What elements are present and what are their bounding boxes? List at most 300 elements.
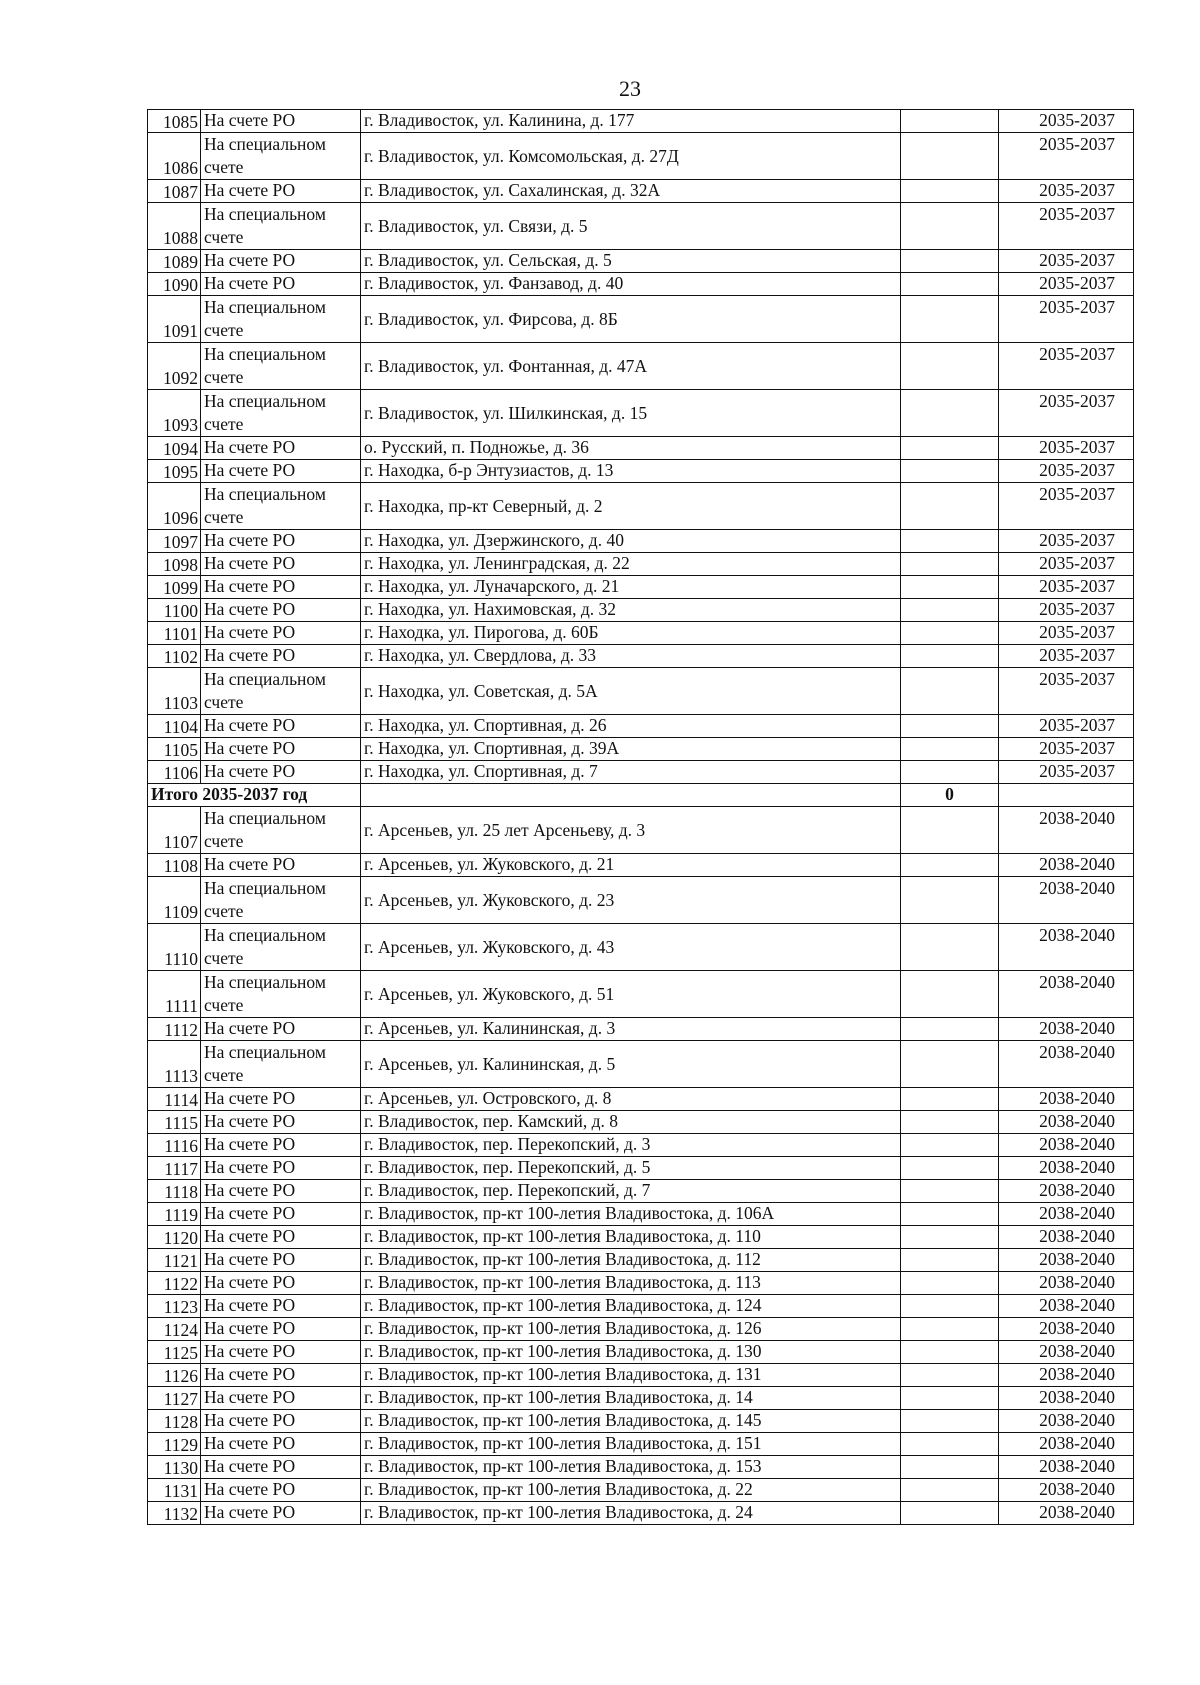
account-status: [201, 1203, 361, 1226]
account-status-line: На счете РО: [204, 1410, 296, 1430]
address: г. Находка, ул. Спортивная, д. 26: [361, 715, 901, 738]
account-status: [201, 668, 361, 715]
period: 2035-2037: [999, 296, 1134, 343]
row-number: 1130: [148, 1456, 201, 1479]
account-status-line: На счете РО: [204, 250, 296, 270]
row-number: 1091: [148, 296, 201, 343]
empty-cell: [901, 1318, 999, 1341]
period: 2038-2040: [999, 1433, 1134, 1456]
period: 2035-2037: [999, 553, 1134, 576]
period: 2038-2040: [999, 1479, 1134, 1502]
period: 2035-2037: [999, 738, 1134, 761]
row-number: 1107: [148, 807, 201, 854]
empty-cell: [901, 1433, 999, 1456]
address: г. Владивосток, пр-кт 100-летия Владивостока, д. 126: [361, 1318, 901, 1341]
account-status-line: На специальном: [204, 134, 326, 154]
address: г. Владивосток, пер. Перекопский, д. 5: [361, 1157, 901, 1180]
account-status: [201, 854, 361, 877]
empty-cell: [361, 784, 901, 807]
address: г. Владивосток, ул. Фонтанная, д. 47А: [361, 343, 901, 390]
empty-cell: [901, 1502, 999, 1525]
table-row: [148, 1318, 1134, 1341]
table-row: [148, 460, 1134, 483]
table-row: [148, 738, 1134, 761]
account-status-line: счете: [204, 901, 244, 921]
account-status-line: На специальном: [204, 925, 326, 945]
period: 2038-2040: [999, 1295, 1134, 1318]
address: г. Владивосток, пр-кт 100-летия Владивостока, д. 153: [361, 1456, 901, 1479]
empty-cell: [901, 854, 999, 877]
period: 2038-2040: [999, 1203, 1134, 1226]
address: г. Владивосток, пр-кт 100-летия Владивостока, д. 24: [361, 1502, 901, 1525]
address: г. Находка, пр-кт Северный, д. 2: [361, 483, 901, 530]
row-number: 1085: [148, 110, 201, 133]
table-row: [148, 343, 1134, 390]
row-number: 1104: [148, 715, 201, 738]
empty-cell: [901, 877, 999, 924]
table-row: [148, 1226, 1134, 1249]
empty-cell: [901, 1295, 999, 1318]
account-status-line: На счете РО: [204, 576, 296, 596]
account-status: [201, 553, 361, 576]
table-row: [148, 530, 1134, 553]
address: г. Владивосток, ул. Комсомольская, д. 27Д: [361, 133, 901, 180]
account-status-line: счете: [204, 367, 244, 387]
empty-cell: [901, 390, 999, 437]
account-status: [201, 576, 361, 599]
row-number: 1123: [148, 1295, 201, 1318]
period: 2038-2040: [999, 1272, 1134, 1295]
account-status-line: На счете РО: [204, 1249, 296, 1269]
account-status-line: На счете РО: [204, 1318, 296, 1338]
row-number: 1126: [148, 1364, 201, 1387]
empty-cell: [901, 437, 999, 460]
address: г. Владивосток, ул. Фирсова, д. 8Б: [361, 296, 901, 343]
address: г. Находка, ул. Ленинградская, д. 22: [361, 553, 901, 576]
address: г. Владивосток, пр-кт 100-летия Владивостока, д. 113: [361, 1272, 901, 1295]
row-number: 1087: [148, 180, 201, 203]
period: 2038-2040: [999, 1041, 1134, 1088]
account-status: [201, 180, 361, 203]
account-status: [201, 1041, 361, 1088]
account-status-line: На специальном: [204, 204, 326, 224]
account-status: [201, 599, 361, 622]
address: о. Русский, п. Подножье, д. 36: [361, 437, 901, 460]
period: 2038-2040: [999, 1088, 1134, 1111]
period: 2038-2040: [999, 807, 1134, 854]
account-status-line: На счете РО: [204, 1456, 296, 1476]
empty-cell: [901, 622, 999, 645]
empty-cell: [901, 807, 999, 854]
table-row: [148, 1111, 1134, 1134]
table-row: [148, 1295, 1134, 1318]
account-status: [201, 645, 361, 668]
period: 2035-2037: [999, 715, 1134, 738]
empty-cell: [901, 296, 999, 343]
row-number: 1110: [148, 924, 201, 971]
table-row: [148, 971, 1134, 1018]
account-status: [201, 483, 361, 530]
address: г. Владивосток, пр-кт 100-летия Владивостока, д. 110: [361, 1226, 901, 1249]
row-number: 1112: [148, 1018, 201, 1041]
address: г. Владивосток, пр-кт 100-летия Владивостока, д. 14: [361, 1387, 901, 1410]
account-status: [201, 343, 361, 390]
table-row: [148, 1364, 1134, 1387]
account-status-line: счете: [204, 227, 244, 247]
account-status-line: На счете РО: [204, 1180, 296, 1200]
empty-cell: [901, 1157, 999, 1180]
address: г. Владивосток, ул. Сельская, д. 5: [361, 250, 901, 273]
account-status: [201, 1111, 361, 1134]
empty-cell: [901, 1479, 999, 1502]
table-row: [148, 761, 1134, 784]
empty-cell: [901, 1364, 999, 1387]
empty-cell: [901, 1180, 999, 1203]
account-status: [201, 273, 361, 296]
account-status-line: На счете РО: [204, 738, 296, 758]
row-number: 1115: [148, 1111, 201, 1134]
page-number: 23: [619, 76, 641, 101]
account-status: [201, 971, 361, 1018]
account-status-line: На счете РО: [204, 715, 296, 735]
address: г. Находка, ул. Пирогова, д. 60Б: [361, 622, 901, 645]
period: 2035-2037: [999, 273, 1134, 296]
period: 2035-2037: [999, 180, 1134, 203]
period: 2035-2037: [999, 668, 1134, 715]
address: г. Арсеньев, ул. Калининская, д. 5: [361, 1041, 901, 1088]
total-value: 0: [901, 784, 999, 807]
account-status: [201, 110, 361, 133]
table-row: [148, 1433, 1134, 1456]
period: 2038-2040: [999, 854, 1134, 877]
account-status-line: На специальном: [204, 297, 326, 317]
address: г. Владивосток, пер. Камский, д. 8: [361, 1111, 901, 1134]
address: г. Владивосток, ул. Фанзавод, д. 40: [361, 273, 901, 296]
address: г. Арсеньев, ул. Островского, д. 8: [361, 1088, 901, 1111]
period: 2038-2040: [999, 1410, 1134, 1433]
address: г. Находка, ул. Нахимовская, д. 32: [361, 599, 901, 622]
account-status: [201, 296, 361, 343]
housing-program-table: [147, 109, 1134, 1525]
table-row: [148, 1479, 1134, 1502]
account-status-line: счете: [204, 320, 244, 340]
row-number: 1102: [148, 645, 201, 668]
account-status: [201, 437, 361, 460]
account-status-line: На счете РО: [204, 1479, 296, 1499]
account-status: [201, 761, 361, 784]
account-status-line: счете: [204, 692, 244, 712]
total-label: Итого 2035-2037 год: [148, 784, 361, 807]
period: 2038-2040: [999, 924, 1134, 971]
row-number: 1114: [148, 1088, 201, 1111]
empty-cell: [901, 530, 999, 553]
account-status-line: На счете РО: [204, 761, 296, 781]
table-row: [148, 622, 1134, 645]
period: 2038-2040: [999, 1157, 1134, 1180]
address: г. Арсеньев, ул. Жуковского, д. 21: [361, 854, 901, 877]
row-number: 1101: [148, 622, 201, 645]
account-status-line: счете: [204, 948, 244, 968]
period: 2038-2040: [999, 971, 1134, 1018]
account-status: [201, 877, 361, 924]
row-number: 1103: [148, 668, 201, 715]
period: 2038-2040: [999, 1018, 1134, 1041]
account-status-line: На счете РО: [204, 110, 296, 130]
account-status: [201, 622, 361, 645]
account-status-line: На счете РО: [204, 1018, 296, 1038]
empty-cell: [901, 343, 999, 390]
address: г. Владивосток, пр-кт 100-летия Владивостока, д. 131: [361, 1364, 901, 1387]
period: 2038-2040: [999, 1502, 1134, 1525]
address: г. Арсеньев, ул. Калининская, д. 3: [361, 1018, 901, 1041]
address: г. Владивосток, ул. Калинина, д. 177: [361, 110, 901, 133]
account-status: [201, 807, 361, 854]
empty-cell: [901, 203, 999, 250]
account-status-line: На счете РО: [204, 1364, 296, 1384]
period: 2035-2037: [999, 250, 1134, 273]
row-number: 1120: [148, 1226, 201, 1249]
row-number: 1127: [148, 1387, 201, 1410]
account-status-line: На счете РО: [204, 1088, 296, 1108]
account-status-line: На счете РО: [204, 1387, 296, 1407]
row-number: 1106: [148, 761, 201, 784]
account-status: [201, 390, 361, 437]
account-status-line: На счете РО: [204, 530, 296, 550]
address: г. Владивосток, пр-кт 100-летия Владивостока, д. 106А: [361, 1203, 901, 1226]
period: 2035-2037: [999, 390, 1134, 437]
account-status: [201, 1226, 361, 1249]
account-status-line: счете: [204, 1065, 244, 1085]
period: 2035-2037: [999, 460, 1134, 483]
table-row: [148, 553, 1134, 576]
row-number: 1088: [148, 203, 201, 250]
period: 2038-2040: [999, 1249, 1134, 1272]
address: г. Владивосток, пр-кт 100-летия Владивостока, д. 130: [361, 1341, 901, 1364]
account-status: [201, 1088, 361, 1111]
table-row: [148, 390, 1134, 437]
row-number: 1092: [148, 343, 201, 390]
empty-cell: [901, 460, 999, 483]
table-row: [148, 576, 1134, 599]
table-row: [148, 715, 1134, 738]
table-row: [148, 1249, 1134, 1272]
account-status: [201, 715, 361, 738]
account-status: [201, 1295, 361, 1318]
row-number: 1099: [148, 576, 201, 599]
account-status: [201, 1134, 361, 1157]
period: 2038-2040: [999, 1226, 1134, 1249]
account-status-line: На счете РО: [204, 1502, 296, 1522]
row-number: 1109: [148, 877, 201, 924]
account-status: [201, 924, 361, 971]
account-status-line: На счете РО: [204, 1203, 296, 1223]
account-status-line: На специальном: [204, 808, 326, 828]
period: 2038-2040: [999, 1364, 1134, 1387]
period: 2038-2040: [999, 877, 1134, 924]
account-status: [201, 1364, 361, 1387]
table-row: [148, 1180, 1134, 1203]
account-status: [201, 1433, 361, 1456]
account-status: [201, 1180, 361, 1203]
empty-cell: [901, 924, 999, 971]
empty-cell: [901, 1456, 999, 1479]
account-status-line: На специальном: [204, 972, 326, 992]
address: г. Владивосток, пер. Перекопский, д. 3: [361, 1134, 901, 1157]
account-status: [201, 1018, 361, 1041]
address: г. Владивосток, ул. Связи, д. 5: [361, 203, 901, 250]
table-row: [148, 1410, 1134, 1433]
table-row: [148, 645, 1134, 668]
empty-cell: [901, 1134, 999, 1157]
period: 2035-2037: [999, 203, 1134, 250]
account-status: [201, 1479, 361, 1502]
empty-cell: [901, 180, 999, 203]
account-status: [201, 1249, 361, 1272]
period: 2035-2037: [999, 761, 1134, 784]
table-row: [148, 668, 1134, 715]
row-number: 1089: [148, 250, 201, 273]
account-status-line: На счете РО: [204, 180, 296, 200]
empty-cell: [901, 668, 999, 715]
account-status-line: На счете РО: [204, 1157, 296, 1177]
account-status-line: На счете РО: [204, 1134, 296, 1154]
empty-cell: [901, 1041, 999, 1088]
account-status: [201, 1318, 361, 1341]
table-row: [148, 203, 1134, 250]
row-number: 1129: [148, 1433, 201, 1456]
period: 2038-2040: [999, 1387, 1134, 1410]
period: 2035-2037: [999, 530, 1134, 553]
address: г. Арсеньев, ул. Жуковского, д. 23: [361, 877, 901, 924]
empty-cell: [901, 1018, 999, 1041]
row-number: 1105: [148, 738, 201, 761]
account-status: [201, 460, 361, 483]
account-status: [201, 1410, 361, 1433]
address: г. Владивосток, пер. Перекопский, д. 7: [361, 1180, 901, 1203]
table-row: [148, 854, 1134, 877]
empty-cell: [901, 1341, 999, 1364]
empty-cell: [901, 483, 999, 530]
table-row: [148, 180, 1134, 203]
account-status-line: На счете РО: [204, 622, 296, 642]
table-row: [148, 483, 1134, 530]
period: 2038-2040: [999, 1318, 1134, 1341]
empty-cell: [901, 1387, 999, 1410]
empty-cell: [901, 273, 999, 296]
table-row: [148, 877, 1134, 924]
row-number: 1125: [148, 1341, 201, 1364]
account-status: [201, 1341, 361, 1364]
row-number: 1093: [148, 390, 201, 437]
address: г. Находка, б-р Энтузиастов, д. 13: [361, 460, 901, 483]
table-row: [148, 1341, 1134, 1364]
row-number: 1100: [148, 599, 201, 622]
account-status-line: На счете РО: [204, 1226, 296, 1246]
row-number: 1111: [148, 971, 201, 1018]
table-row: [148, 1157, 1134, 1180]
period: 2038-2040: [999, 1341, 1134, 1364]
row-number: 1119: [148, 1203, 201, 1226]
row-number: 1124: [148, 1318, 201, 1341]
table-row: [148, 1134, 1134, 1157]
table-row: [148, 599, 1134, 622]
empty-cell: [901, 1272, 999, 1295]
account-status-line: На специальном: [204, 484, 326, 504]
period: 2035-2037: [999, 343, 1134, 390]
period: 2035-2037: [999, 437, 1134, 460]
empty-cell: [901, 1226, 999, 1249]
address: г. Владивосток, ул. Шилкинская, д. 15: [361, 390, 901, 437]
account-status: [201, 133, 361, 180]
empty-cell: [901, 1088, 999, 1111]
table-row: [148, 296, 1134, 343]
empty-cell: [901, 250, 999, 273]
address: г. Владивосток, пр-кт 100-летия Владивостока, д. 124: [361, 1295, 901, 1318]
address: г. Владивосток, пр-кт 100-летия Владивостока, д. 145: [361, 1410, 901, 1433]
table-row: [148, 1203, 1134, 1226]
period: 2038-2040: [999, 1456, 1134, 1479]
row-number: 1117: [148, 1157, 201, 1180]
account-status-line: На счете РО: [204, 599, 296, 619]
period: 2035-2037: [999, 622, 1134, 645]
period: 2038-2040: [999, 1134, 1134, 1157]
account-status-line: На специальном: [204, 344, 326, 364]
table-row: [148, 437, 1134, 460]
account-status-line: На счете РО: [204, 460, 296, 480]
account-status-line: На специальном: [204, 1042, 326, 1062]
account-status-line: счете: [204, 414, 244, 434]
empty-cell: [901, 715, 999, 738]
table-row: [148, 1041, 1134, 1088]
empty-cell: [901, 1111, 999, 1134]
table-row: [148, 273, 1134, 296]
table-row: [148, 250, 1134, 273]
row-number: 1094: [148, 437, 201, 460]
account-status-line: На счете РО: [204, 854, 296, 874]
account-status-line: счете: [204, 831, 244, 851]
empty-cell: [901, 553, 999, 576]
row-number: 1131: [148, 1479, 201, 1502]
address: г. Находка, ул. Советская, д. 5А: [361, 668, 901, 715]
row-number: 1095: [148, 460, 201, 483]
row-number: 1096: [148, 483, 201, 530]
address: г. Находка, ул. Свердлова, д. 33: [361, 645, 901, 668]
address: г. Арсеньев, ул. Жуковского, д. 51: [361, 971, 901, 1018]
account-status-line: На специальном: [204, 669, 326, 689]
table-row: [148, 1018, 1134, 1041]
row-number: 1098: [148, 553, 201, 576]
address: г. Находка, ул. Спортивная, д. 7: [361, 761, 901, 784]
row-number: 1116: [148, 1134, 201, 1157]
account-status-line: На счете РО: [204, 645, 296, 665]
table-row: [148, 1088, 1134, 1111]
empty-cell: [999, 784, 1134, 807]
empty-cell: [901, 599, 999, 622]
period: 2038-2040: [999, 1111, 1134, 1134]
table-row: [148, 807, 1134, 854]
table-row: [148, 1272, 1134, 1295]
address: г. Владивосток, ул. Сахалинская, д. 32А: [361, 180, 901, 203]
account-status-line: На счете РО: [204, 273, 296, 293]
table-row: [148, 924, 1134, 971]
row-number: 1118: [148, 1180, 201, 1203]
period: 2035-2037: [999, 110, 1134, 133]
account-status: [201, 738, 361, 761]
empty-cell: [901, 576, 999, 599]
account-status: [201, 1502, 361, 1525]
account-status: [201, 1157, 361, 1180]
empty-cell: [901, 133, 999, 180]
